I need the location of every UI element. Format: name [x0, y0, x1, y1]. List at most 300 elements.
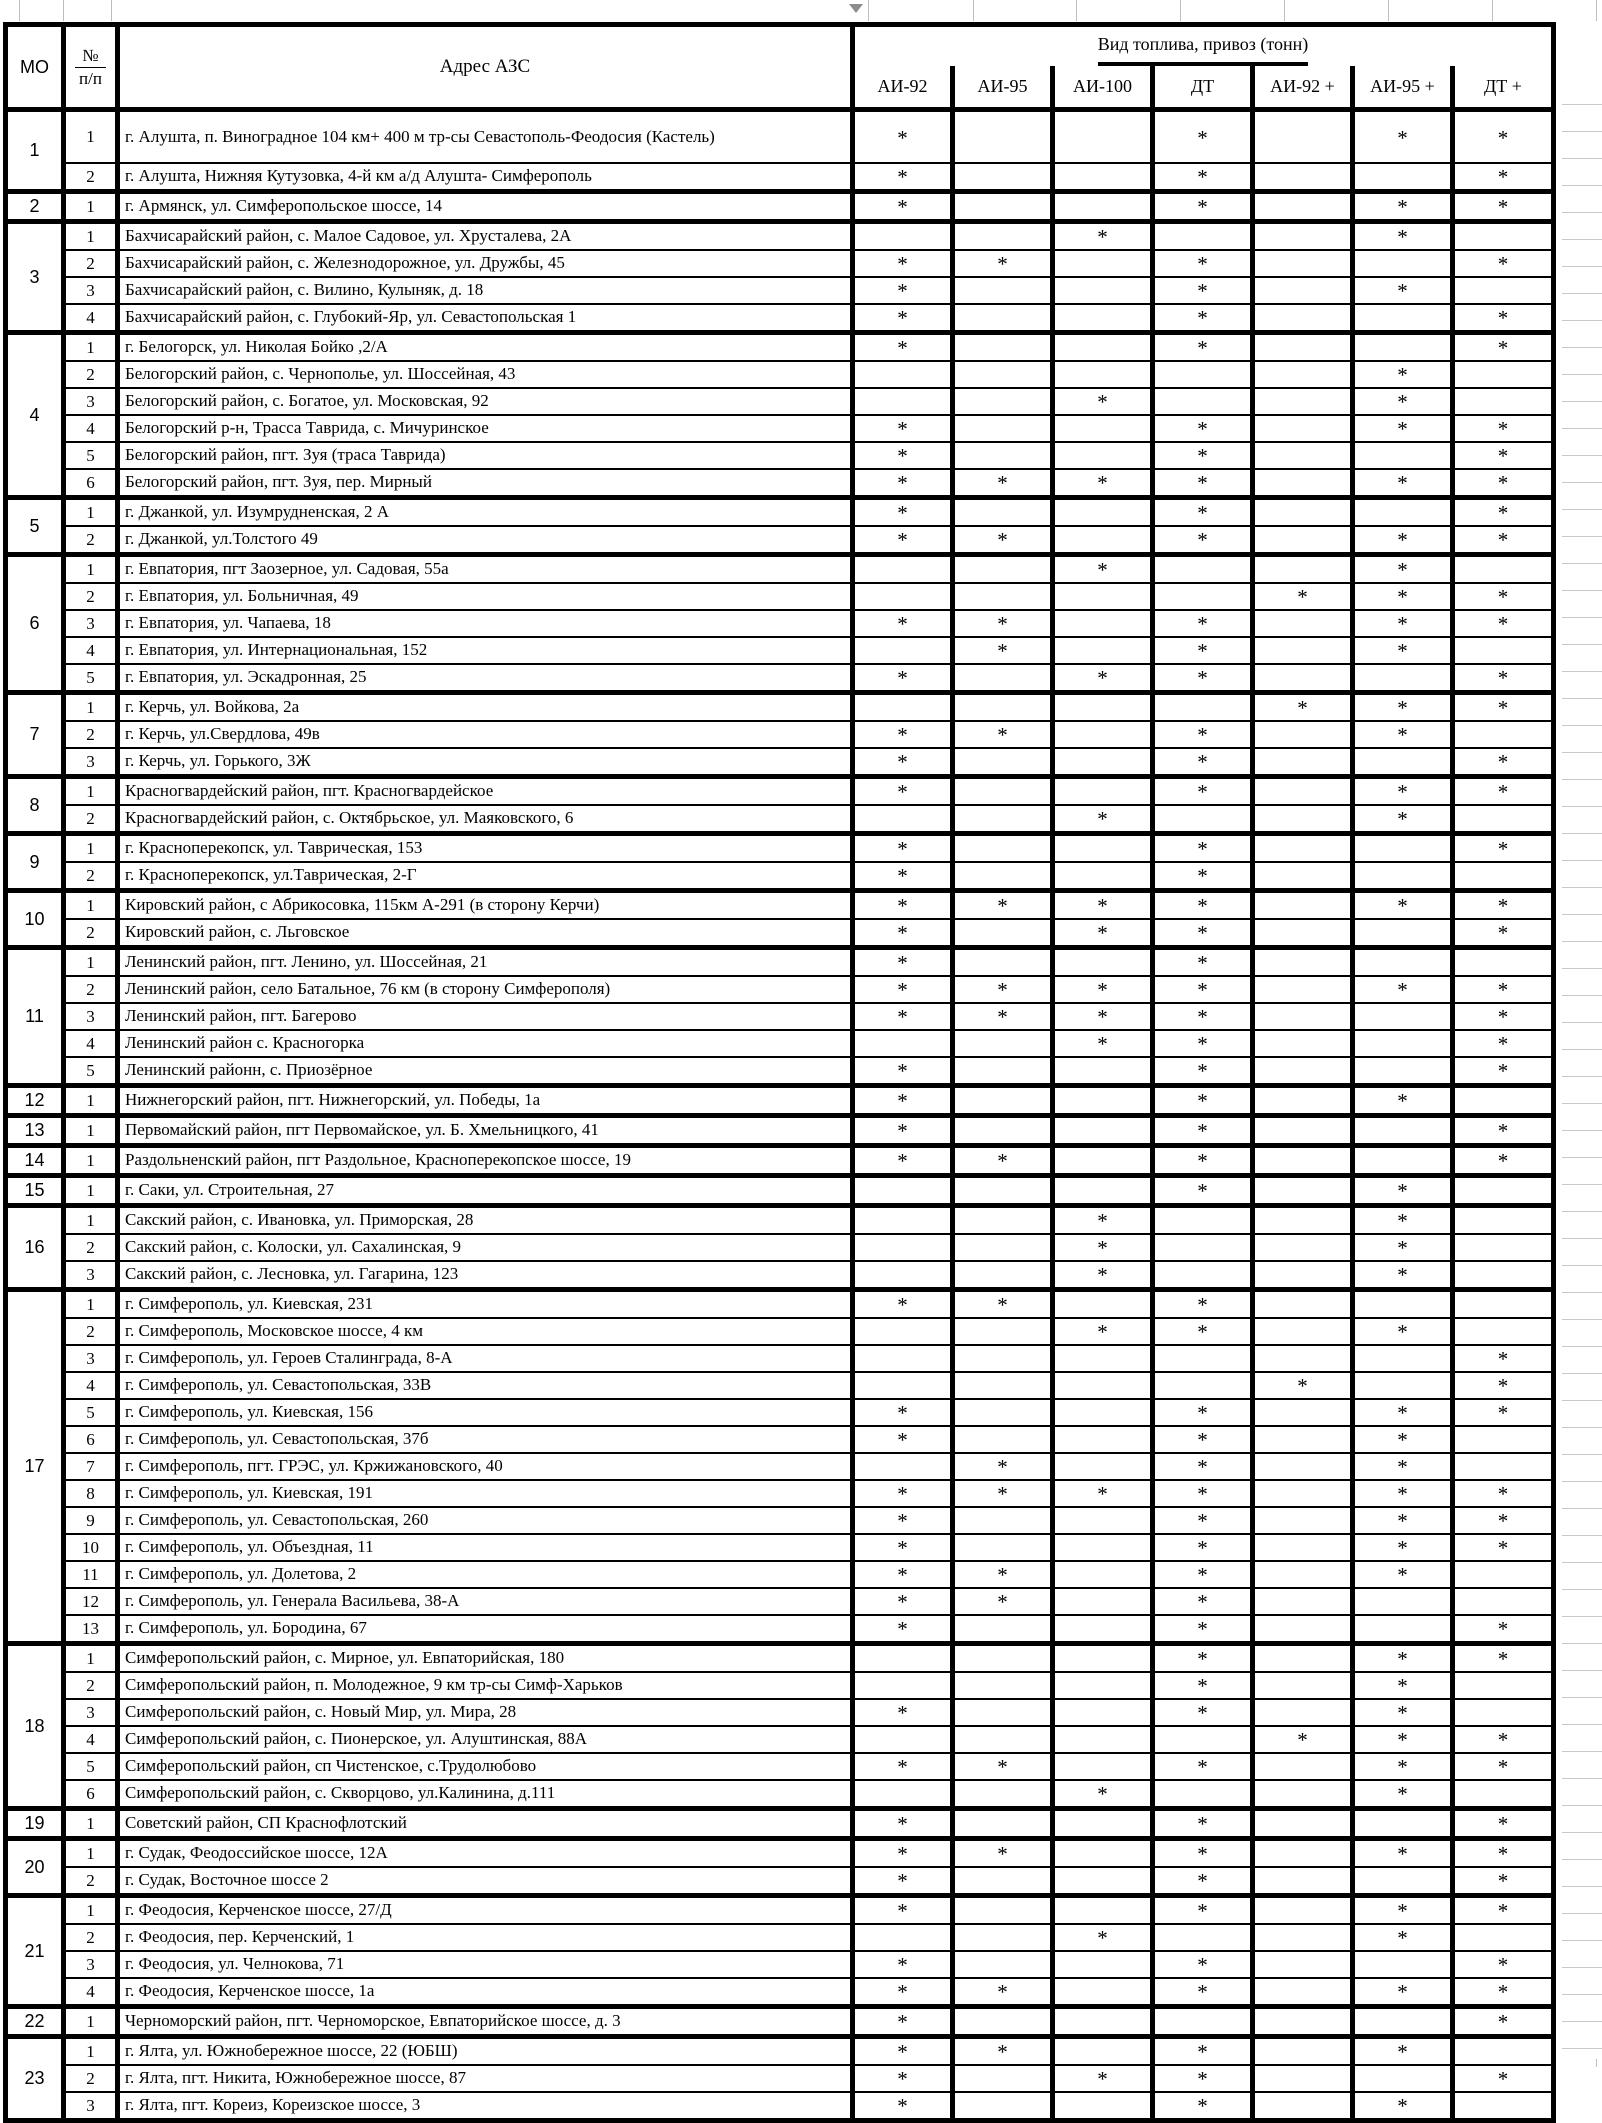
fuel-cell-0[interactable] [855, 1673, 955, 1698]
row-number-cell[interactable]: 1 [66, 1148, 120, 1173]
fuel-cell-6[interactable] [1455, 1535, 1551, 1560]
fuel-cell-1[interactable] [955, 2039, 1055, 2064]
fuel-cell-0[interactable] [855, 1262, 955, 1287]
fuel-cell-1[interactable] [955, 1979, 1055, 2004]
fuel-cell-6[interactable] [1455, 389, 1551, 414]
fuel-cell-2[interactable] [1055, 1346, 1155, 1371]
fuel-cell-6[interactable] [1455, 1754, 1551, 1779]
fuel-cell-4[interactable] [1255, 2093, 1355, 2118]
fuel-cell-3[interactable] [1155, 1454, 1255, 1479]
fuel-cell-5[interactable] [1355, 584, 1455, 609]
row-number-cell[interactable]: 1 [66, 836, 120, 861]
fuel-cell-5[interactable] [1355, 1562, 1455, 1587]
fuel-cell-3[interactable] [1155, 1178, 1255, 1203]
fuel-cell-0[interactable] [855, 722, 955, 747]
fuel-cell-3[interactable] [1155, 470, 1255, 495]
station-address-cell[interactable] [120, 1427, 855, 1452]
fuel-cell-1[interactable] [955, 1616, 1055, 1641]
fuel-cell-0[interactable] [855, 500, 955, 525]
mo-number-cell[interactable]: 15 [8, 1178, 66, 1203]
fuel-cell-0[interactable] [855, 443, 955, 468]
fuel-cell-4[interactable] [1255, 1925, 1355, 1950]
fuel-cell-2[interactable] [1055, 305, 1155, 330]
fuel-cell-5[interactable] [1355, 389, 1455, 414]
fuel-column-header-3[interactable]: ДТ [1155, 66, 1255, 107]
fuel-cell-3[interactable] [1155, 1508, 1255, 1533]
fuel-cell-0[interactable] [855, 224, 955, 249]
fuel-cell-2[interactable] [1055, 1925, 1155, 1950]
fuel-cell-6[interactable] [1455, 1481, 1551, 1506]
row-number-cell[interactable]: 3 [66, 749, 120, 774]
fuel-cell-0[interactable] [855, 1088, 955, 1113]
fuel-cell-6[interactable] [1455, 1700, 1551, 1725]
row-number-cell[interactable]: 2 [66, 920, 120, 945]
fuel-cell-2[interactable] [1055, 1700, 1155, 1725]
fuel-cell-5[interactable] [1355, 278, 1455, 303]
fuel-cell-6[interactable] [1455, 893, 1551, 918]
fuel-cell-2[interactable] [1055, 194, 1155, 219]
row-number-cell[interactable]: 1 [66, 2039, 120, 2064]
fuel-cell-3[interactable] [1155, 443, 1255, 468]
fuel-cell-5[interactable] [1355, 251, 1455, 276]
fuel-cell-4[interactable] [1255, 722, 1355, 747]
fuel-cell-4[interactable] [1255, 806, 1355, 831]
fuel-cell-3[interactable] [1155, 335, 1255, 360]
fuel-cell-3[interactable] [1155, 836, 1255, 861]
fuel-cell-4[interactable] [1255, 1868, 1355, 1893]
fuel-cell-3[interactable] [1155, 1673, 1255, 1698]
station-address-cell[interactable] [120, 1562, 855, 1587]
fuel-cell-6[interactable] [1455, 1319, 1551, 1344]
fuel-cell-5[interactable] [1355, 1616, 1455, 1641]
row-number-cell[interactable]: 3 [66, 1262, 120, 1287]
fuel-cell-3[interactable] [1155, 305, 1255, 330]
station-address-cell[interactable] [120, 920, 855, 945]
fuel-cell-2[interactable] [1055, 920, 1155, 945]
row-number-cell[interactable]: 1 [66, 2009, 120, 2034]
station-address-cell[interactable] [120, 1058, 855, 1083]
fuel-cell-1[interactable] [955, 836, 1055, 861]
fuel-cell-4[interactable] [1255, 920, 1355, 945]
station-address-cell[interactable] [120, 2039, 855, 2064]
fuel-cell-1[interactable] [955, 1346, 1055, 1371]
station-address-cell[interactable] [120, 251, 855, 276]
fuel-cell-6[interactable] [1455, 416, 1551, 441]
fuel-cell-1[interactable] [955, 1262, 1055, 1287]
fuel-cell-4[interactable] [1255, 695, 1355, 720]
fuel-cell-2[interactable] [1055, 1508, 1155, 1533]
station-address-cell[interactable] [120, 1754, 855, 1779]
fuel-cell-1[interactable] [955, 1088, 1055, 1113]
fuel-cell-3[interactable] [1155, 1646, 1255, 1671]
fuel-cell-0[interactable] [855, 1811, 955, 1836]
fuel-cell-4[interactable] [1255, 779, 1355, 804]
fuel-cell-1[interactable] [955, 305, 1055, 330]
fuel-cell-0[interactable] [855, 1754, 955, 1779]
fuel-cell-3[interactable] [1155, 977, 1255, 1002]
row-number-cell[interactable]: 13 [66, 1616, 120, 1641]
fuel-cell-6[interactable] [1455, 950, 1551, 975]
fuel-cell-2[interactable] [1055, 1646, 1155, 1671]
fuel-cell-1[interactable] [955, 1781, 1055, 1806]
fuel-cell-4[interactable] [1255, 224, 1355, 249]
fuel-cell-5[interactable] [1355, 1535, 1455, 1560]
fuel-cell-5[interactable] [1355, 1925, 1455, 1950]
row-number-cell[interactable]: 1 [66, 695, 120, 720]
fuel-cell-4[interactable] [1255, 2066, 1355, 2091]
row-number-cell[interactable]: 3 [66, 1346, 120, 1371]
fuel-cell-5[interactable] [1355, 1811, 1455, 1836]
fuel-cell-6[interactable] [1455, 1868, 1551, 1893]
station-address-cell[interactable] [120, 1373, 855, 1398]
row-number-cell[interactable]: 3 [66, 1952, 120, 1977]
fuel-cell-1[interactable] [955, 1319, 1055, 1344]
fuel-cell-5[interactable] [1355, 977, 1455, 1002]
fuel-cell-3[interactable] [1155, 164, 1255, 189]
fuel-cell-4[interactable] [1255, 2009, 1355, 2034]
fuel-cell-4[interactable] [1255, 638, 1355, 663]
fuel-cell-0[interactable] [855, 305, 955, 330]
fuel-cell-3[interactable] [1155, 1979, 1255, 2004]
fuel-cell-0[interactable] [855, 362, 955, 387]
fuel-cell-4[interactable] [1255, 1427, 1355, 1452]
fuel-cell-3[interactable] [1155, 950, 1255, 975]
fuel-cell-0[interactable] [855, 1646, 955, 1671]
station-address-cell[interactable] [120, 1118, 855, 1143]
fuel-group-title-cell[interactable] [1098, 27, 1309, 66]
station-address-cell[interactable] [120, 335, 855, 360]
row-number-cell[interactable]: 1 [66, 950, 120, 975]
station-address-cell[interactable] [120, 1208, 855, 1233]
station-address-cell[interactable] [120, 584, 855, 609]
station-address-cell[interactable] [120, 1727, 855, 1752]
fuel-cell-3[interactable] [1155, 749, 1255, 774]
fuel-column-header-2[interactable]: АИ-100 [1055, 66, 1155, 107]
fuel-cell-1[interactable] [955, 920, 1055, 945]
row-number-cell[interactable]: 2 [66, 806, 120, 831]
fuel-column-header-0[interactable]: АИ-92 [855, 66, 955, 107]
station-address-cell[interactable] [120, 164, 855, 189]
fuel-cell-5[interactable] [1355, 836, 1455, 861]
mo-number-cell[interactable]: 10 [8, 893, 66, 945]
fuel-cell-6[interactable] [1455, 611, 1551, 636]
fuel-cell-5[interactable] [1355, 2039, 1455, 2064]
fuel-cell-2[interactable] [1055, 1727, 1155, 1752]
fuel-cell-4[interactable] [1255, 1058, 1355, 1083]
fuel-cell-3[interactable] [1155, 1898, 1255, 1923]
fuel-cell-6[interactable] [1455, 1616, 1551, 1641]
fuel-cell-3[interactable] [1155, 665, 1255, 690]
mo-number-cell[interactable]: 17 [8, 1292, 66, 1641]
fuel-cell-5[interactable] [1355, 779, 1455, 804]
station-address-cell[interactable] [120, 1535, 855, 1560]
station-address-cell[interactable] [120, 1508, 855, 1533]
fuel-cell-4[interactable] [1255, 1898, 1355, 1923]
row-number-cell[interactable]: 1 [66, 1088, 120, 1113]
fuel-cell-1[interactable] [955, 611, 1055, 636]
fuel-cell-0[interactable] [855, 112, 955, 162]
fuel-cell-2[interactable] [1055, 1979, 1155, 2004]
station-address-cell[interactable] [120, 1898, 855, 1923]
fuel-cell-2[interactable] [1055, 1235, 1155, 1260]
fuel-cell-4[interactable] [1255, 749, 1355, 774]
fuel-cell-6[interactable] [1455, 863, 1551, 888]
fuel-cell-6[interactable] [1455, 1088, 1551, 1113]
fuel-cell-0[interactable] [855, 1400, 955, 1425]
fuel-cell-1[interactable] [955, 1118, 1055, 1143]
fuel-cell-1[interactable] [955, 1292, 1055, 1317]
fuel-cell-5[interactable] [1355, 557, 1455, 582]
fuel-cell-0[interactable] [855, 389, 955, 414]
fuel-cell-5[interactable] [1355, 1700, 1455, 1725]
fuel-cell-2[interactable] [1055, 1178, 1155, 1203]
fuel-cell-0[interactable] [855, 1481, 955, 1506]
fuel-cell-1[interactable] [955, 416, 1055, 441]
row-number-cell[interactable]: 5 [66, 443, 120, 468]
station-address-cell[interactable] [120, 1616, 855, 1641]
fuel-cell-2[interactable] [1055, 1589, 1155, 1614]
fuel-cell-5[interactable] [1355, 1754, 1455, 1779]
row-number-cell[interactable]: 2 [66, 164, 120, 189]
fuel-cell-4[interactable] [1255, 557, 1355, 582]
fuel-cell-2[interactable] [1055, 893, 1155, 918]
fuel-cell-0[interactable] [855, 1118, 955, 1143]
fuel-cell-5[interactable] [1355, 305, 1455, 330]
fuel-cell-3[interactable] [1155, 1562, 1255, 1587]
fuel-cell-3[interactable] [1155, 1781, 1255, 1806]
fuel-cell-0[interactable] [855, 695, 955, 720]
row-number-cell[interactable]: 4 [66, 305, 120, 330]
fuel-cell-1[interactable] [955, 863, 1055, 888]
fuel-cell-6[interactable] [1455, 749, 1551, 774]
fuel-cell-5[interactable] [1355, 1898, 1455, 1923]
fuel-cell-1[interactable] [955, 1508, 1055, 1533]
row-number-cell[interactable]: 1 [66, 335, 120, 360]
fuel-cell-2[interactable] [1055, 779, 1155, 804]
fuel-cell-4[interactable] [1255, 1373, 1355, 1398]
fuel-cell-0[interactable] [855, 1979, 955, 2004]
fuel-cell-6[interactable] [1455, 2093, 1551, 2118]
fuel-cell-3[interactable] [1155, 527, 1255, 552]
mo-number-cell[interactable]: 16 [8, 1208, 66, 1287]
mo-number-cell[interactable]: 5 [8, 500, 66, 552]
fuel-cell-4[interactable] [1255, 362, 1355, 387]
row-number-cell[interactable]: 6 [66, 470, 120, 495]
fuel-cell-5[interactable] [1355, 920, 1455, 945]
fuel-cell-6[interactable] [1455, 470, 1551, 495]
fuel-cell-5[interactable] [1355, 2009, 1455, 2034]
fuel-cell-4[interactable] [1255, 164, 1355, 189]
fuel-cell-2[interactable] [1055, 950, 1155, 975]
mo-number-cell[interactable]: 22 [8, 2009, 66, 2034]
fuel-cell-0[interactable] [855, 950, 955, 975]
fuel-cell-4[interactable] [1255, 1235, 1355, 1260]
row-number-cell[interactable]: 3 [66, 389, 120, 414]
fuel-cell-6[interactable] [1455, 695, 1551, 720]
fuel-cell-2[interactable] [1055, 806, 1155, 831]
fuel-column-header-4[interactable]: АИ-92 + [1255, 66, 1355, 107]
fuel-cell-6[interactable] [1455, 1208, 1551, 1233]
fuel-cell-0[interactable] [855, 638, 955, 663]
row-number-cell[interactable]: 7 [66, 1454, 120, 1479]
fuel-cell-1[interactable] [955, 470, 1055, 495]
fuel-cell-0[interactable] [855, 863, 955, 888]
fuel-cell-5[interactable] [1355, 1346, 1455, 1371]
fuel-cell-3[interactable] [1155, 1481, 1255, 1506]
fuel-cell-5[interactable] [1355, 695, 1455, 720]
fuel-cell-2[interactable] [1055, 1481, 1155, 1506]
fuel-cell-4[interactable] [1255, 1562, 1355, 1587]
fuel-cell-6[interactable] [1455, 500, 1551, 525]
fuel-cell-4[interactable] [1255, 1979, 1355, 2004]
row-number-cell[interactable]: 2 [66, 1319, 120, 1344]
fuel-cell-0[interactable] [855, 1700, 955, 1725]
fuel-cell-5[interactable] [1355, 1979, 1455, 2004]
fuel-cell-4[interactable] [1255, 1118, 1355, 1143]
station-address-cell[interactable] [120, 2066, 855, 2091]
fuel-cell-5[interactable] [1355, 1178, 1455, 1203]
station-address-cell[interactable] [120, 611, 855, 636]
fuel-cell-0[interactable] [855, 836, 955, 861]
fuel-cell-3[interactable] [1155, 112, 1255, 162]
fuel-cell-0[interactable] [855, 2039, 955, 2064]
fuel-cell-0[interactable] [855, 1727, 955, 1752]
fuel-cell-0[interactable] [855, 749, 955, 774]
fuel-cell-3[interactable] [1155, 1346, 1255, 1371]
fuel-cell-2[interactable] [1055, 416, 1155, 441]
station-address-cell[interactable] [120, 557, 855, 582]
fuel-cell-2[interactable] [1055, 1208, 1155, 1233]
fuel-cell-6[interactable] [1455, 1454, 1551, 1479]
fuel-cell-0[interactable] [855, 584, 955, 609]
fuel-cell-2[interactable] [1055, 1319, 1155, 1344]
station-address-cell[interactable] [120, 2009, 855, 2034]
fuel-cell-1[interactable] [955, 1589, 1055, 1614]
fuel-cell-3[interactable] [1155, 1148, 1255, 1173]
station-address-cell[interactable] [120, 1811, 855, 1836]
fuel-cell-5[interactable] [1355, 1952, 1455, 1977]
mo-number-cell[interactable]: 8 [8, 779, 66, 831]
fuel-cell-4[interactable] [1255, 1292, 1355, 1317]
fuel-cell-6[interactable] [1455, 1979, 1551, 2004]
fuel-cell-2[interactable] [1055, 1898, 1155, 1923]
fuel-cell-3[interactable] [1155, 1589, 1255, 1614]
fuel-cell-5[interactable] [1355, 806, 1455, 831]
fuel-cell-0[interactable] [855, 1535, 955, 1560]
fuel-cell-6[interactable] [1455, 638, 1551, 663]
fuel-cell-1[interactable] [955, 950, 1055, 975]
station-address-cell[interactable] [120, 443, 855, 468]
fuel-cell-5[interactable] [1355, 1208, 1455, 1233]
fuel-cell-3[interactable] [1155, 1319, 1255, 1344]
row-number-cell[interactable]: 1 [66, 1646, 120, 1671]
fuel-cell-1[interactable] [955, 1148, 1055, 1173]
station-address-cell[interactable] [120, 1700, 855, 1725]
station-address-cell[interactable] [120, 1868, 855, 1893]
fuel-cell-2[interactable] [1055, 1031, 1155, 1056]
fuel-cell-6[interactable] [1455, 584, 1551, 609]
station-address-cell[interactable] [120, 389, 855, 414]
fuel-cell-3[interactable] [1155, 416, 1255, 441]
station-address-cell[interactable] [120, 470, 855, 495]
fuel-cell-4[interactable] [1255, 1673, 1355, 1698]
row-number-cell[interactable]: 4 [66, 1373, 120, 1398]
fuel-cell-6[interactable] [1455, 1898, 1551, 1923]
station-address-cell[interactable] [120, 305, 855, 330]
fuel-cell-4[interactable] [1255, 251, 1355, 276]
fuel-cell-5[interactable] [1355, 749, 1455, 774]
fuel-cell-1[interactable] [955, 1952, 1055, 1977]
fuel-cell-0[interactable] [855, 1346, 955, 1371]
fuel-cell-6[interactable] [1455, 251, 1551, 276]
fuel-cell-6[interactable] [1455, 722, 1551, 747]
mo-number-cell[interactable]: 19 [8, 1811, 66, 1836]
fuel-cell-2[interactable] [1055, 112, 1155, 162]
fuel-cell-5[interactable] [1355, 1481, 1455, 1506]
station-address-cell[interactable] [120, 1346, 855, 1371]
station-address-cell[interactable] [120, 1841, 855, 1866]
station-address-cell[interactable] [120, 2093, 855, 2118]
row-number-cell[interactable]: 4 [66, 1979, 120, 2004]
fuel-cell-4[interactable] [1255, 335, 1355, 360]
fuel-cell-5[interactable] [1355, 638, 1455, 663]
fuel-cell-1[interactable] [955, 164, 1055, 189]
fuel-cell-1[interactable] [955, 527, 1055, 552]
fuel-cell-5[interactable] [1355, 2066, 1455, 2091]
mo-number-cell[interactable]: 4 [8, 335, 66, 495]
fuel-cell-2[interactable] [1055, 977, 1155, 1002]
fuel-cell-4[interactable] [1255, 389, 1355, 414]
fuel-cell-6[interactable] [1455, 443, 1551, 468]
fuel-cell-3[interactable] [1155, 1535, 1255, 1560]
station-address-cell[interactable] [120, 863, 855, 888]
row-number-cell[interactable]: 1 [66, 224, 120, 249]
fuel-cell-1[interactable] [955, 779, 1055, 804]
fuel-cell-5[interactable] [1355, 1235, 1455, 1260]
fuel-column-header-6[interactable]: ДТ + [1484, 76, 1522, 96]
row-number-cell[interactable]: 1 [66, 557, 120, 582]
fuel-cell-3[interactable] [1155, 2093, 1255, 2118]
fuel-cell-1[interactable] [955, 1646, 1055, 1671]
mo-number-cell[interactable]: 11 [8, 950, 66, 1083]
fuel-cell-3[interactable] [1155, 1373, 1255, 1398]
fuel-cell-0[interactable] [855, 1373, 955, 1398]
fuel-cell-2[interactable] [1055, 2066, 1155, 2091]
fuel-cell-3[interactable] [1155, 638, 1255, 663]
fuel-cell-0[interactable] [855, 1841, 955, 1866]
fuel-cell-1[interactable] [955, 194, 1055, 219]
mo-number-cell[interactable]: 1 [8, 112, 66, 189]
fuel-cell-4[interactable] [1255, 1262, 1355, 1287]
fuel-column-header-1[interactable]: АИ-95 [955, 66, 1055, 107]
fuel-cell-5[interactable] [1355, 1508, 1455, 1533]
fuel-cell-6[interactable] [1455, 1148, 1551, 1173]
fuel-cell-2[interactable] [1055, 695, 1155, 720]
fuel-cell-3[interactable] [1155, 1841, 1255, 1866]
fuel-cell-1[interactable] [955, 695, 1055, 720]
fuel-cell-0[interactable] [855, 1781, 955, 1806]
row-number-cell[interactable]: 5 [66, 1754, 120, 1779]
fuel-cell-4[interactable] [1255, 1208, 1355, 1233]
fuel-cell-6[interactable] [1455, 1925, 1551, 1950]
fuel-cell-3[interactable] [1155, 1427, 1255, 1452]
fuel-cell-4[interactable] [1255, 194, 1355, 219]
row-number-cell[interactable]: 4 [66, 416, 120, 441]
fuel-cell-5[interactable] [1355, 893, 1455, 918]
mo-number-cell[interactable]: 6 [8, 557, 66, 690]
row-number-cell[interactable]: 2 [66, 1673, 120, 1698]
fuel-cell-6[interactable] [1455, 1178, 1551, 1203]
